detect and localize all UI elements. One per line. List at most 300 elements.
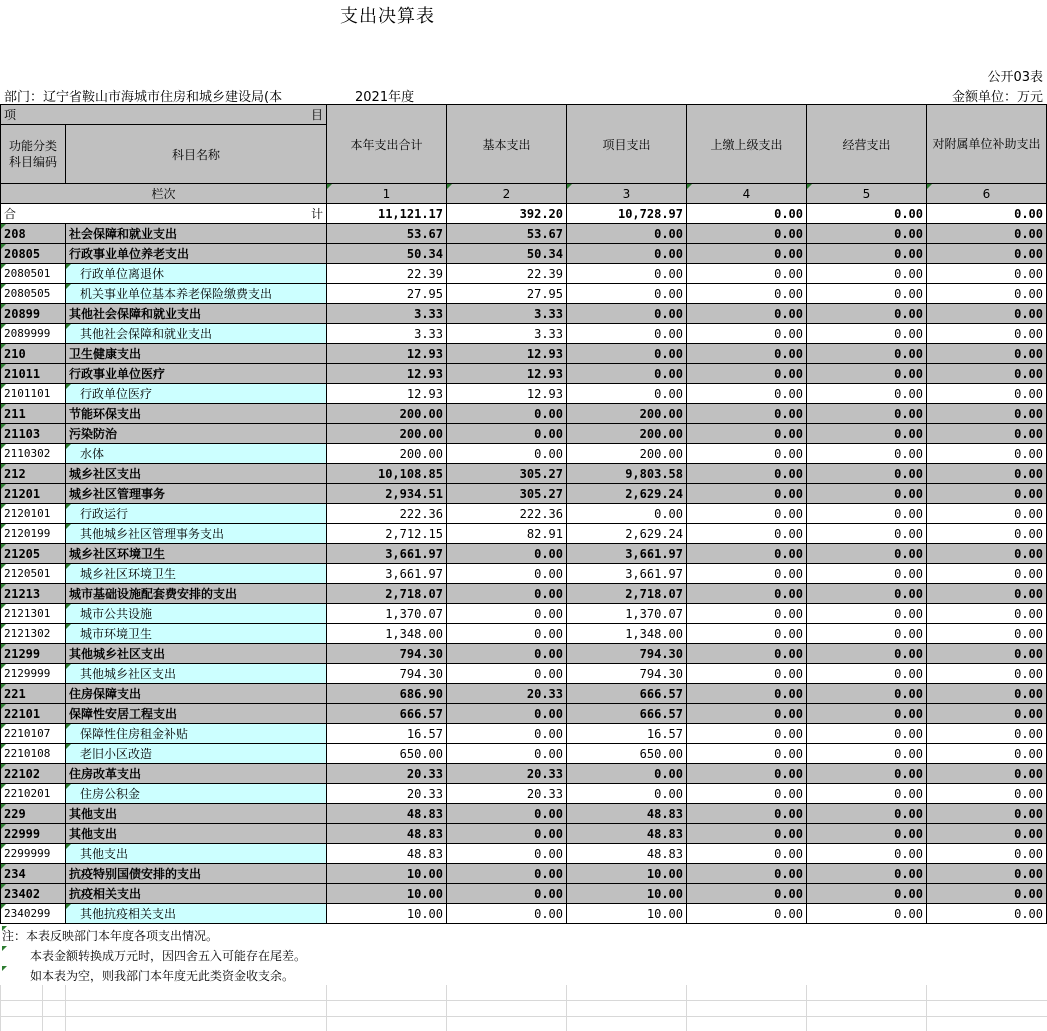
row-name: 其他城乡社区管理事务支出 — [66, 524, 327, 544]
col-num-2: 2 — [447, 184, 567, 204]
row-value: 0.00 — [567, 224, 687, 244]
row-code: 21213 — [1, 584, 66, 604]
row-value: 0.00 — [687, 444, 807, 464]
row-value: 48.83 — [327, 844, 447, 864]
row-value: 0.00 — [807, 504, 927, 524]
row-value: 22.39 — [327, 264, 447, 284]
total-value: 0.00 — [927, 204, 1047, 224]
note-line: 注：本表反映部门本年度各项支出情况。 — [2, 926, 306, 946]
table-row — [1, 684, 1047, 704]
row-value: 48.83 — [327, 804, 447, 824]
row-code: 21103 — [1, 424, 66, 444]
table-row — [1, 804, 1047, 824]
row-value: 0.00 — [927, 824, 1047, 844]
grid-line — [806, 985, 807, 1031]
row-value: 666.57 — [327, 704, 447, 724]
col-num-5: 5 — [807, 184, 927, 204]
row-value: 0.00 — [687, 804, 807, 824]
row-value: 0.00 — [927, 464, 1047, 484]
row-value: 10.00 — [327, 884, 447, 904]
row-name: 其他社会保障和就业支出 — [66, 304, 327, 324]
row-value: 12.93 — [327, 344, 447, 364]
row-name: 行政单位医疗 — [66, 384, 327, 404]
row-value: 0.00 — [447, 824, 567, 844]
row-name: 住房公积金 — [66, 784, 327, 804]
row-value: 0.00 — [687, 364, 807, 384]
row-code: 2120199 — [1, 524, 66, 544]
row-value: 1,370.07 — [567, 604, 687, 624]
row-value: 0.00 — [807, 344, 927, 364]
row-value: 0.00 — [927, 744, 1047, 764]
row-value: 0.00 — [687, 704, 807, 724]
header-lanci: 栏次 — [1, 184, 327, 204]
table-row — [1, 484, 1047, 504]
row-value: 0.00 — [447, 604, 567, 624]
total-left: 合 — [4, 207, 17, 221]
total-right: 计 — [310, 207, 323, 221]
row-value: 0.00 — [807, 684, 927, 704]
row-name: 其他城乡社区支出 — [66, 664, 327, 684]
notes — [2, 926, 306, 986]
total-value: 0.00 — [807, 204, 927, 224]
row-value: 0.00 — [927, 224, 1047, 244]
row-value: 0.00 — [807, 724, 927, 744]
header-name: 科目名称 — [66, 125, 327, 184]
total-value: 11,121.17 — [327, 204, 447, 224]
row-value: 20.33 — [327, 784, 447, 804]
row-name: 保障性住房租金补贴 — [66, 724, 327, 744]
table-row — [1, 304, 1047, 324]
row-value: 0.00 — [807, 404, 927, 424]
row-value: 3.33 — [327, 304, 447, 324]
row-value: 0.00 — [687, 584, 807, 604]
row-value: 200.00 — [567, 444, 687, 464]
row-value: 12.93 — [327, 364, 447, 384]
row-value: 0.00 — [927, 584, 1047, 604]
row-value: 20.33 — [327, 764, 447, 784]
total-value: 392.20 — [447, 204, 567, 224]
table-row — [1, 264, 1047, 284]
table-row — [1, 384, 1047, 404]
row-value: 0.00 — [687, 484, 807, 504]
row-value: 0.00 — [447, 644, 567, 664]
row-value: 53.67 — [447, 224, 567, 244]
row-code: 2120501 — [1, 564, 66, 584]
row-value: 0.00 — [807, 324, 927, 344]
row-code: 2210107 — [1, 724, 66, 744]
row-value: 0.00 — [567, 784, 687, 804]
row-value: 0.00 — [927, 904, 1047, 924]
col-num-1: 1 — [327, 184, 447, 204]
row-value: 0.00 — [687, 244, 807, 264]
row-value: 1,370.07 — [327, 604, 447, 624]
row-value: 12.93 — [447, 364, 567, 384]
table-row — [1, 764, 1047, 784]
row-code: 211 — [1, 404, 66, 424]
header-col-1: 本年支出合计 — [327, 105, 447, 184]
header-xiang: 项 — [4, 108, 17, 122]
row-value: 0.00 — [927, 524, 1047, 544]
row-value: 0.00 — [447, 564, 567, 584]
row-value: 0.00 — [687, 904, 807, 924]
row-value: 0.00 — [927, 344, 1047, 364]
row-value: 0.00 — [807, 664, 927, 684]
row-value: 0.00 — [927, 684, 1047, 704]
expenditure-table — [0, 104, 1047, 924]
row-value: 0.00 — [447, 844, 567, 864]
row-value: 0.00 — [927, 404, 1047, 424]
unit-label: 金额单位：万元 — [951, 90, 1043, 105]
row-value: 3,661.97 — [327, 544, 447, 564]
form-number: 公开03表 — [987, 70, 1043, 85]
row-value: 0.00 — [687, 564, 807, 584]
row-value: 0.00 — [687, 524, 807, 544]
grid-line — [326, 985, 327, 1031]
row-value: 0.00 — [927, 784, 1047, 804]
row-code: 210 — [1, 344, 66, 364]
row-value: 0.00 — [807, 304, 927, 324]
row-name: 城乡社区环境卫生 — [66, 564, 327, 584]
row-value: 0.00 — [807, 364, 927, 384]
row-value: 0.00 — [927, 604, 1047, 624]
table-row — [1, 444, 1047, 464]
row-value: 0.00 — [567, 504, 687, 524]
row-value: 0.00 — [927, 364, 1047, 384]
row-name: 行政单位离退休 — [66, 264, 327, 284]
row-code: 2110302 — [1, 444, 66, 464]
row-value: 0.00 — [807, 744, 927, 764]
row-name: 抗疫特别国债安排的支出 — [66, 864, 327, 884]
row-value: 3,661.97 — [327, 564, 447, 584]
row-value: 0.00 — [927, 284, 1047, 304]
row-name: 污染防治 — [66, 424, 327, 444]
grid-line — [566, 985, 567, 1031]
row-value: 0.00 — [807, 624, 927, 644]
row-value: 48.83 — [567, 824, 687, 844]
row-value: 0.00 — [927, 724, 1047, 744]
col-num-4: 4 — [687, 184, 807, 204]
row-value: 0.00 — [447, 704, 567, 724]
row-value: 0.00 — [447, 584, 567, 604]
row-name: 城乡社区环境卫生 — [66, 544, 327, 564]
grid-line — [446, 985, 447, 1031]
row-name: 其他城乡社区支出 — [66, 644, 327, 664]
row-code: 2121301 — [1, 604, 66, 624]
row-code: 212 — [1, 464, 66, 484]
row-value: 50.34 — [327, 244, 447, 264]
row-code: 2129999 — [1, 664, 66, 684]
row-code: 234 — [1, 864, 66, 884]
row-value: 9,803.58 — [567, 464, 687, 484]
row-value: 0.00 — [687, 844, 807, 864]
table-row — [1, 824, 1047, 844]
row-value: 2,718.07 — [567, 584, 687, 604]
row-code: 2340299 — [1, 904, 66, 924]
row-value: 0.00 — [927, 324, 1047, 344]
row-value: 0.00 — [927, 444, 1047, 464]
row-value: 0.00 — [807, 584, 927, 604]
row-code: 229 — [1, 804, 66, 824]
row-code: 2089999 — [1, 324, 66, 344]
row-value: 0.00 — [807, 284, 927, 304]
table-row — [1, 284, 1047, 304]
row-value: 0.00 — [687, 644, 807, 664]
row-value: 20.33 — [447, 764, 567, 784]
grid-line — [65, 985, 66, 1031]
header-mu: 目 — [310, 108, 323, 122]
row-name: 城市环境卫生 — [66, 624, 327, 644]
row-value: 0.00 — [927, 764, 1047, 784]
row-value: 0.00 — [807, 224, 927, 244]
row-value: 27.95 — [327, 284, 447, 304]
row-value: 0.00 — [807, 904, 927, 924]
row-value: 0.00 — [927, 844, 1047, 864]
row-value: 0.00 — [927, 884, 1047, 904]
row-code: 2120101 — [1, 504, 66, 524]
row-code: 21299 — [1, 644, 66, 664]
row-value: 0.00 — [807, 524, 927, 544]
row-value: 0.00 — [567, 364, 687, 384]
row-code: 20805 — [1, 244, 66, 264]
row-code: 2210201 — [1, 784, 66, 804]
row-value: 650.00 — [567, 744, 687, 764]
row-code: 2210108 — [1, 744, 66, 764]
row-value: 0.00 — [807, 464, 927, 484]
page-title: 支出决算表 — [340, 6, 435, 27]
row-code: 21011 — [1, 364, 66, 384]
row-value: 0.00 — [447, 544, 567, 564]
total-label — [1, 204, 327, 224]
row-value: 3,661.97 — [567, 564, 687, 584]
row-value: 20.33 — [447, 684, 567, 704]
row-code: 2121302 — [1, 624, 66, 644]
row-code: 20899 — [1, 304, 66, 324]
row-value: 0.00 — [567, 304, 687, 324]
row-value: 2,629.24 — [567, 484, 687, 504]
row-value: 0.00 — [687, 744, 807, 764]
row-value: 3.33 — [327, 324, 447, 344]
table-row — [1, 784, 1047, 804]
row-value: 0.00 — [807, 544, 927, 564]
row-value: 0.00 — [927, 244, 1047, 264]
table-row — [1, 884, 1047, 904]
row-value: 0.00 — [687, 824, 807, 844]
row-value: 20.33 — [447, 784, 567, 804]
row-value: 0.00 — [447, 904, 567, 924]
row-value: 0.00 — [687, 384, 807, 404]
row-value: 0.00 — [807, 604, 927, 624]
row-value: 794.30 — [327, 644, 447, 664]
row-value: 0.00 — [807, 484, 927, 504]
row-value: 0.00 — [927, 384, 1047, 404]
row-name: 其他社会保障和就业支出 — [66, 324, 327, 344]
row-value: 2,629.24 — [567, 524, 687, 544]
table-row — [1, 864, 1047, 884]
row-value: 0.00 — [807, 244, 927, 264]
row-value: 0.00 — [567, 264, 687, 284]
row-value: 0.00 — [927, 644, 1047, 664]
total-row — [1, 204, 1047, 224]
row-code: 22102 — [1, 764, 66, 784]
row-value: 0.00 — [927, 424, 1047, 444]
row-value: 0.00 — [927, 564, 1047, 584]
row-code: 208 — [1, 224, 66, 244]
table-row — [1, 224, 1047, 244]
row-name: 抗疫相关支出 — [66, 884, 327, 904]
row-value: 0.00 — [687, 324, 807, 344]
table-row — [1, 664, 1047, 684]
row-name: 行政事业单位医疗 — [66, 364, 327, 384]
row-value: 0.00 — [447, 804, 567, 824]
grid-line — [686, 985, 687, 1031]
row-value: 0.00 — [687, 224, 807, 244]
total-value: 10,728.97 — [567, 204, 687, 224]
table-row — [1, 324, 1047, 344]
row-value: 10.00 — [327, 904, 447, 924]
row-value: 0.00 — [567, 284, 687, 304]
row-value: 0.00 — [807, 864, 927, 884]
header-col-6: 对附属单位补助支出 — [927, 105, 1047, 184]
header-col-2: 基本支出 — [447, 105, 567, 184]
table-row — [1, 584, 1047, 604]
row-value: 305.27 — [447, 464, 567, 484]
row-value: 0.00 — [567, 324, 687, 344]
table-row — [1, 724, 1047, 744]
row-value: 0.00 — [807, 444, 927, 464]
row-value: 0.00 — [687, 784, 807, 804]
row-value: 10.00 — [567, 864, 687, 884]
row-value: 0.00 — [687, 664, 807, 684]
row-value: 48.83 — [567, 804, 687, 824]
table-row — [1, 504, 1047, 524]
department-label: 部门：辽宁省鞍山市海城市住房和城乡建设局(本 — [4, 90, 283, 105]
note-line: 本表金额转换成万元时，因四舍五入可能存在尾差。 — [2, 946, 306, 966]
row-value: 50.34 — [447, 244, 567, 264]
row-value: 222.36 — [327, 504, 447, 524]
row-value: 3,661.97 — [567, 544, 687, 564]
table-row — [1, 624, 1047, 644]
row-value: 0.00 — [447, 404, 567, 424]
table-row — [1, 564, 1047, 584]
row-value: 0.00 — [447, 724, 567, 744]
row-value: 0.00 — [807, 384, 927, 404]
row-value: 0.00 — [447, 744, 567, 764]
row-value: 650.00 — [327, 744, 447, 764]
col-num-6: 6 — [927, 184, 1047, 204]
row-value: 0.00 — [447, 444, 567, 464]
row-value: 0.00 — [567, 764, 687, 784]
row-value: 12.93 — [447, 384, 567, 404]
row-value: 2,718.07 — [327, 584, 447, 604]
row-value: 0.00 — [567, 344, 687, 364]
row-value: 222.36 — [447, 504, 567, 524]
grid-line — [0, 1000, 1047, 1001]
row-value: 0.00 — [807, 564, 927, 584]
row-value: 12.93 — [327, 384, 447, 404]
table-row — [1, 364, 1047, 384]
note-line: 如本表为空，则我部门本年度无此类资金收支余。 — [2, 966, 306, 986]
row-value: 0.00 — [807, 264, 927, 284]
row-value: 0.00 — [687, 604, 807, 624]
row-value: 10.00 — [567, 884, 687, 904]
header-col-5: 经营支出 — [807, 105, 927, 184]
row-value: 0.00 — [927, 804, 1047, 824]
grid-line — [42, 985, 43, 1031]
row-name: 其他支出 — [66, 824, 327, 844]
row-value: 200.00 — [567, 404, 687, 424]
row-value: 2,712.15 — [327, 524, 447, 544]
row-name: 住房改革支出 — [66, 764, 327, 784]
row-value: 0.00 — [447, 424, 567, 444]
row-code: 22101 — [1, 704, 66, 724]
col-num-3: 3 — [567, 184, 687, 204]
row-name: 节能环保支出 — [66, 404, 327, 424]
row-value: 16.57 — [327, 724, 447, 744]
row-value: 0.00 — [807, 784, 927, 804]
row-name: 保障性安居工程支出 — [66, 704, 327, 724]
table-row — [1, 644, 1047, 664]
row-value: 0.00 — [687, 504, 807, 524]
row-value: 12.93 — [447, 344, 567, 364]
table-row — [1, 344, 1047, 364]
table-row — [1, 524, 1047, 544]
row-value: 686.90 — [327, 684, 447, 704]
row-code: 23402 — [1, 884, 66, 904]
row-value: 0.00 — [927, 484, 1047, 504]
header-col-4: 上缴上级支出 — [687, 105, 807, 184]
row-value: 0.00 — [687, 464, 807, 484]
row-value: 3.33 — [447, 324, 567, 344]
row-value: 0.00 — [927, 704, 1047, 724]
row-value: 0.00 — [687, 264, 807, 284]
row-name: 老旧小区改造 — [66, 744, 327, 764]
row-code: 22999 — [1, 824, 66, 844]
row-name: 其他支出 — [66, 844, 327, 864]
table-row — [1, 424, 1047, 444]
row-code: 21205 — [1, 544, 66, 564]
table-row — [1, 244, 1047, 264]
grid-line — [0, 1016, 1047, 1017]
table-row — [1, 464, 1047, 484]
row-value: 0.00 — [687, 624, 807, 644]
row-name: 其他抗疫相关支出 — [66, 904, 327, 924]
row-value: 0.00 — [807, 704, 927, 724]
row-code: 21201 — [1, 484, 66, 504]
row-value: 305.27 — [447, 484, 567, 504]
row-value: 3.33 — [447, 304, 567, 324]
row-value: 0.00 — [807, 424, 927, 444]
year-label: 2021年度 — [355, 90, 415, 105]
row-code: 2080505 — [1, 284, 66, 304]
row-value: 0.00 — [927, 624, 1047, 644]
row-name: 城市基础设施配套费安排的支出 — [66, 584, 327, 604]
row-value: 82.91 — [447, 524, 567, 544]
row-name: 城乡社区管理事务 — [66, 484, 327, 504]
row-value: 0.00 — [567, 384, 687, 404]
row-value: 794.30 — [567, 664, 687, 684]
table-row — [1, 704, 1047, 724]
row-name: 社会保障和就业支出 — [66, 224, 327, 244]
table-row — [1, 604, 1047, 624]
row-value: 0.00 — [447, 884, 567, 904]
row-name: 行政运行 — [66, 504, 327, 524]
row-name: 城乡社区支出 — [66, 464, 327, 484]
row-value: 0.00 — [687, 684, 807, 704]
header-col-3: 项目支出 — [567, 105, 687, 184]
row-value: 48.83 — [327, 824, 447, 844]
row-name: 卫生健康支出 — [66, 344, 327, 364]
row-name: 水体 — [66, 444, 327, 464]
